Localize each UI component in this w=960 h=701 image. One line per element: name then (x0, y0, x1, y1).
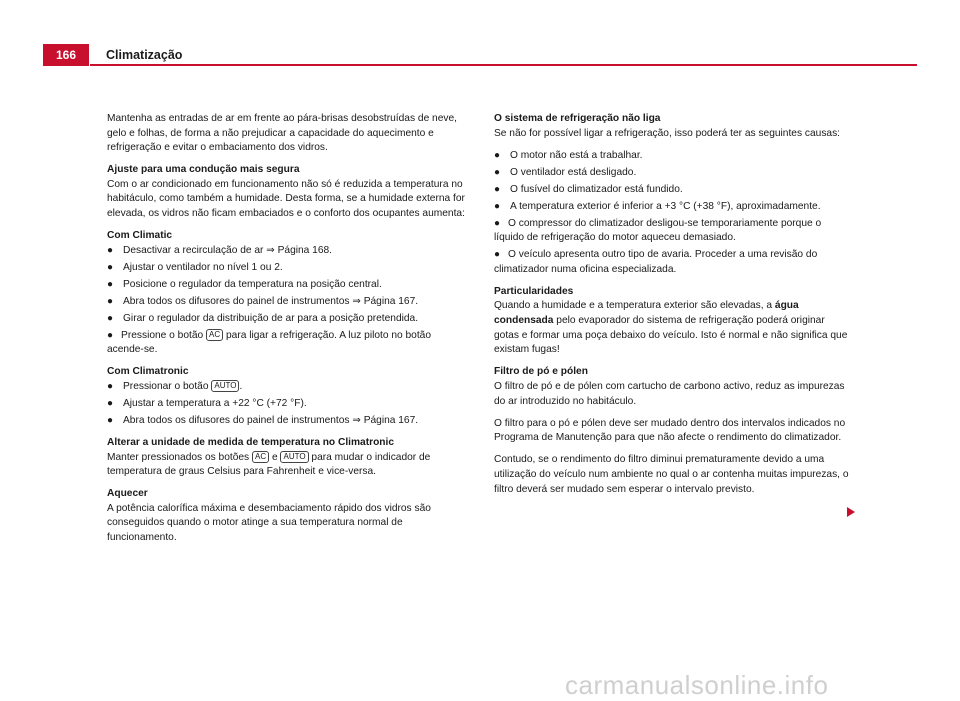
filter-text-3: Contudo, se o rendimento do filtro diminui prematuramente devido a uma utilização do veículo num ambiente no qual o ar contenha muitas impurezas, o filtro deverá ser mudado sem esperar o intervalo previsto. (494, 454, 849, 495)
particularities-text: Quando a humidade e a temperatura exterior são elevadas, a água condensada pelo evaporador do sistema de refrigeração poderá originar gotas e formar uma poça debaixo do veículo. Isto é normal e não significa que existam fugas! (494, 300, 848, 356)
failure-heading: O sistema de refrigeração não liga (494, 113, 661, 124)
heat-text: A potência calorífica máxima e desembaciamento rápido dos vidros são conseguidos quando o motor atinge a sua temperatura normal de funcionamento. (107, 502, 431, 544)
list-item: ● Abra todos os difusores do painel de instrumentos ⇒ Página 167. (107, 295, 465, 310)
safe-driving-text: Com o ar condicionado em funcionamento não só é reduzida a temperatura no habitáculo, como também a humidade. Desta forma, se a humidade externa for elevada, os vidros não ficam embaciados e o conforto dos ocupantes aumenta: (107, 178, 465, 220)
list-item: ● Ajustar a temperatura a +22 °C (+72 °F). (107, 397, 465, 412)
page-header (0, 0, 960, 70)
filter-heading: Filtro de pó e pólen (494, 366, 588, 378)
unit-text: Manter pressionados os botões AC e AUTO para mudar o indicador de temperatura de graus Celsius para Fahrenheit e vice-versa. (107, 451, 431, 478)
bullet-icon: ● (107, 261, 114, 273)
list-item: ● Girar o regulador da distribuição de ar para a posição pretendida. (107, 312, 465, 327)
list-item: ● Ajustar o ventilador no nível 1 ou 2. (107, 261, 465, 276)
list-item: ● Desactivar a recirculação de ar ⇒ Página 168. (107, 244, 465, 259)
list-item: ● Posicione o regulador da temperatura na posição central. (107, 278, 465, 293)
list-item: ● A temperatura exterior é inferior a +3 °C (+38 °F), aproximadamente. (494, 200, 849, 215)
climatronic-heading: Com Climatronic (107, 366, 189, 378)
chapter-title: Climatização (106, 48, 183, 62)
list-item: ● O fusível do climatizador está fundido. (494, 183, 849, 198)
bullet-icon: ● (107, 278, 114, 290)
climatic-heading: Com Climatic (107, 230, 173, 242)
bullet-icon: ● (107, 244, 114, 256)
auto-key-icon: AUTO (280, 451, 308, 463)
safe-driving-heading: Ajuste para uma condução mais segura (107, 164, 300, 176)
bullet-icon: ● (494, 200, 501, 212)
unit-heading: Alterar a unidade de medida de temperatura no Climatronic (107, 437, 395, 449)
left-column (107, 112, 465, 553)
heat-heading: Aquecer (107, 488, 148, 500)
list-item: ● O ventilador está desligado. (494, 166, 849, 181)
bullet-icon: ● (107, 295, 114, 307)
filter-text-1: O filtro de pó e de pólen com cartucho de carbono activo, reduz as impurezas do ar introduzido no habitáculo. (494, 380, 845, 407)
page-number: 166 (43, 44, 89, 66)
particularities-heading: Particularidades (494, 285, 574, 297)
bullet-icon: ● (107, 312, 114, 324)
list-item: ● Pressione o botão AC para ligar a refrigeração. A luz piloto no botão acende-se. (107, 329, 431, 356)
bullet-icon: ● (494, 149, 501, 161)
bullet-icon: ● (494, 183, 501, 195)
right-column (494, 112, 849, 505)
failure-list (494, 149, 849, 278)
bullet-icon: ● (107, 397, 114, 409)
continue-arrow-icon (847, 507, 855, 517)
ac-key-icon: AC (252, 451, 269, 463)
list-item: ● Abra todos os difusores do painel de instrumentos ⇒ Página 167. (107, 414, 465, 429)
auto-key-icon: AUTO (211, 380, 239, 392)
list-item: ● O motor não está a trabalhar. (494, 149, 849, 164)
intro-paragraph: Mantenha as entradas de ar em frente ao pára-brisas desobstruídas de neve, gelo e folhas, de forma a não prejudicar a capacidade do aquecimento e refrigeração e evitar o embaciamento dos vidros. (107, 113, 457, 154)
bullet-icon: ● (107, 380, 114, 392)
failure-text: Se não for possível ligar a refrigeração, isso poderá ter as seguintes causas: (494, 127, 840, 139)
filter-text-2: O filtro para o pó e pólen deve ser mudado dentro dos intervalos indicados no Programa de Manutenção para que não afecte o rendimento do climatizador. (494, 417, 846, 444)
list-item: ● O veículo apresenta outro tipo de avaria. Proceder a uma revisão do climatizador numa oficina especializada. (494, 249, 818, 275)
list-item: ● Pressionar o botão AUTO . (107, 380, 465, 395)
climatic-list (107, 244, 465, 358)
header-rule (90, 64, 917, 66)
ac-key-icon: AC (206, 329, 223, 341)
bullet-icon: ● (107, 414, 114, 426)
bullet-icon: ● (494, 166, 501, 178)
climatronic-list (107, 380, 465, 429)
bullet-icon: ● (107, 329, 114, 341)
bullet-icon: ● (494, 217, 501, 229)
watermark: carmanualsonline.info (565, 670, 829, 700)
list-item: ● O compressor do climatizador desligou-se temporariamente porque o líquido de refrigeração do motor aqueceu demasiado. (494, 217, 822, 244)
bullet-icon: ● (494, 249, 501, 261)
